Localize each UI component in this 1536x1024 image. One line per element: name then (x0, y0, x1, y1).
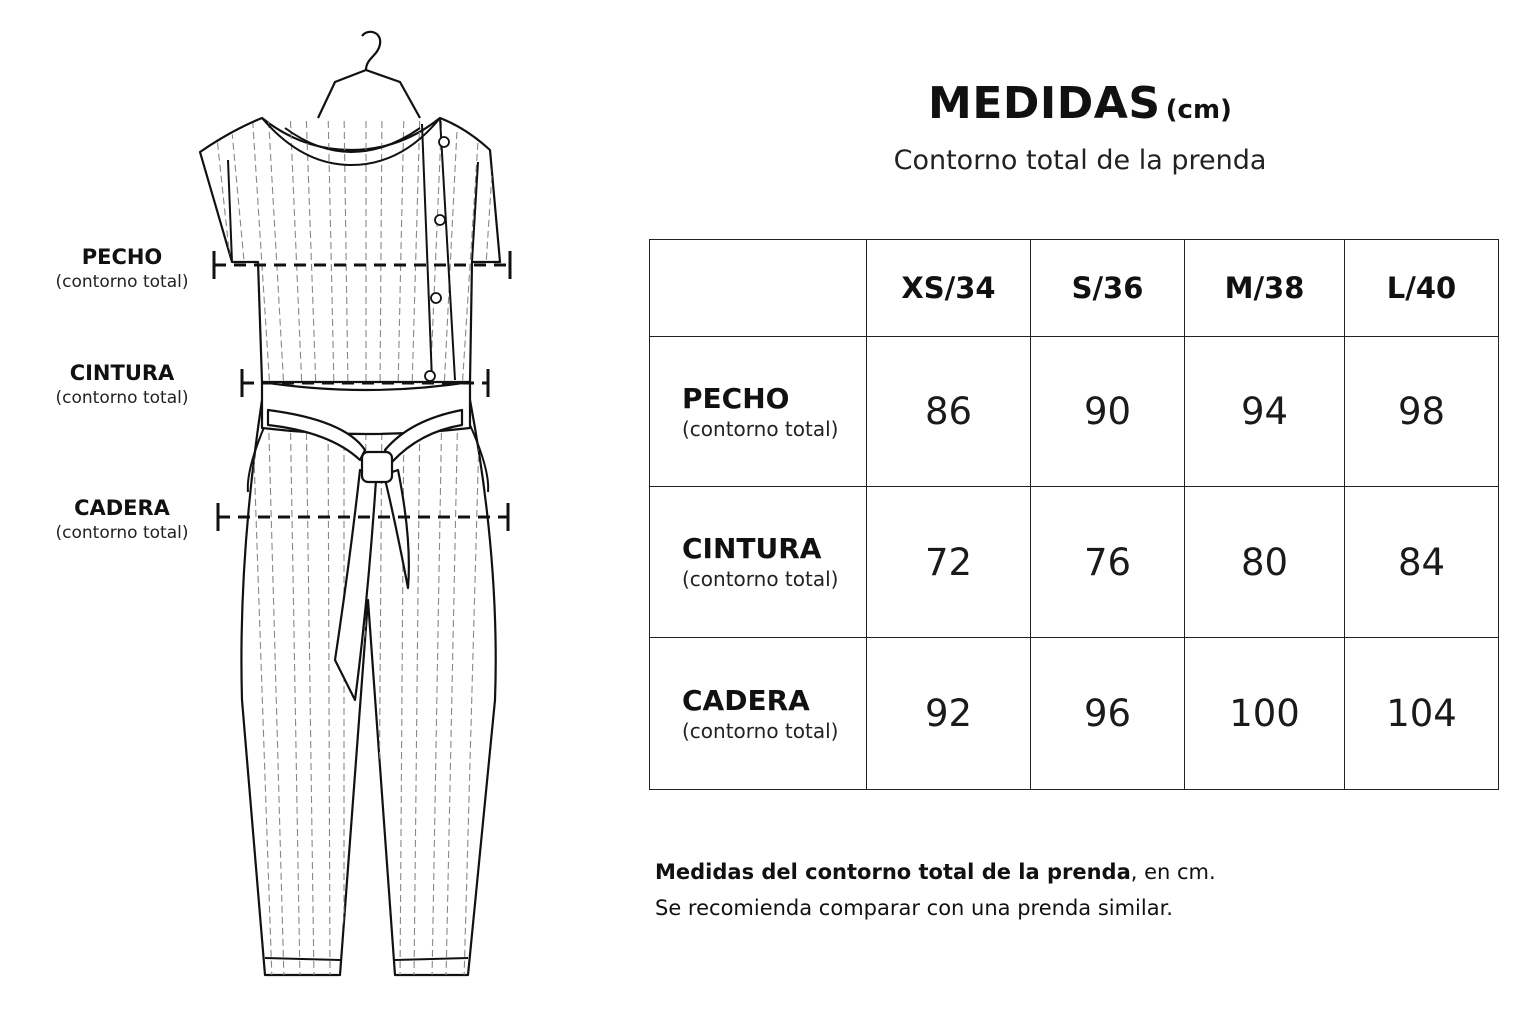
table-cell: 96 (1031, 638, 1185, 790)
table-cell: 76 (1031, 487, 1185, 638)
footnote-line-1 (655, 854, 1216, 890)
row-label-name: CINTURA (682, 532, 822, 565)
footnote-bold: Medidas del contorno total de la prenda (655, 860, 1131, 884)
title-main: MEDIDAS (928, 78, 1161, 129)
diagram-label-cintura (37, 359, 207, 409)
diagram-label-sub: (contorno total) (55, 272, 189, 292)
diagram-label-sub: (contorno total) (55, 523, 189, 543)
table-cell: 84 (1345, 487, 1499, 638)
table-cell: 98 (1345, 337, 1499, 487)
row-label (650, 337, 867, 487)
title-unit: (cm) (1165, 95, 1232, 125)
page-subtitle: Contorno total de la prenda (893, 145, 1267, 176)
diagram-label-name: CADERA (74, 496, 170, 520)
size-header: XS/34 (867, 240, 1031, 337)
table-header-row (650, 240, 1499, 337)
hanger-icon (318, 32, 420, 118)
size-header: S/36 (1031, 240, 1185, 337)
table-cell: 92 (867, 638, 1031, 790)
table-cell: 80 (1185, 487, 1345, 638)
row-label (650, 638, 867, 790)
table-row (650, 487, 1499, 638)
footnote (655, 854, 1216, 926)
table-corner-cell (650, 240, 867, 337)
table-cell: 86 (867, 337, 1031, 487)
size-header: L/40 (1345, 240, 1499, 337)
table-cell: 72 (867, 487, 1031, 638)
size-header: M/38 (1185, 240, 1345, 337)
row-label-name: PECHO (682, 381, 790, 415)
page-title (820, 78, 1340, 129)
table-row (650, 638, 1499, 790)
table-row (650, 337, 1499, 487)
diagram-label-name: CINTURA (69, 361, 175, 385)
diagram-label-cadera (37, 494, 207, 544)
row-label-sub: (contorno total) (682, 416, 839, 441)
footnote-rest: , en cm. (1130, 860, 1216, 884)
table-cell: 90 (1031, 337, 1185, 487)
row-label-name: CADERA (682, 683, 810, 717)
row-label-sub: (contorno total) (682, 567, 839, 591)
diagram-label-name: PECHO (81, 245, 163, 269)
table-cell: 94 (1185, 337, 1345, 487)
diagram-label-sub: (contorno total) (55, 388, 189, 408)
table-cell: 104 (1345, 638, 1499, 790)
footnote-line-2: Se recomienda comparar con una prenda similar. (655, 896, 1173, 920)
row-label (650, 487, 867, 638)
size-table (649, 239, 1499, 790)
row-label-sub: (contorno total) (682, 718, 839, 743)
table-cell: 100 (1185, 638, 1345, 790)
diagram-label-pecho (37, 243, 207, 293)
